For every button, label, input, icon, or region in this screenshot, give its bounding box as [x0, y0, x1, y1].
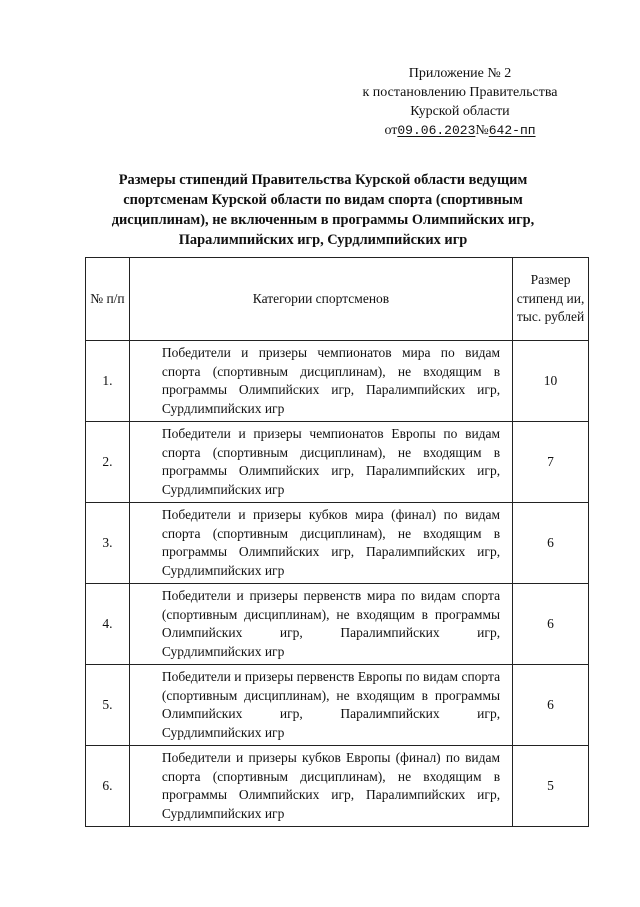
- table-header-row: [86, 258, 589, 341]
- row-number: 1.: [86, 341, 130, 422]
- table-row: [86, 422, 589, 503]
- header-number: № п/п: [86, 258, 130, 341]
- appendix-title: Приложение № 2: [408, 66, 512, 81]
- order-number: 642-пп: [488, 123, 536, 138]
- table-row: [86, 341, 589, 422]
- row-amount: 10: [513, 341, 589, 422]
- table-row: [86, 503, 589, 584]
- order-date: 09.06.2023: [397, 123, 476, 138]
- table-row: [86, 584, 589, 665]
- header-amount: Размер стипенд ии, тыс. рублей: [513, 258, 589, 341]
- appendix-header: [340, 64, 580, 140]
- appendix-order-line: [340, 121, 580, 140]
- row-number: 6.: [86, 746, 130, 827]
- row-amount: 6: [513, 503, 589, 584]
- appendix-region-label: Курской области: [410, 104, 510, 119]
- header-category: Категории спортсменов: [129, 258, 512, 341]
- row-number: 4.: [86, 584, 130, 665]
- table-row: [86, 746, 589, 827]
- row-amount: 7: [513, 422, 589, 503]
- row-category: Победители и призеры кубков Европы (финал) по видам спорта (спортивным дисциплинам), не входящим в программы Олимпийских игр, Паралимпийских игр, Сурдлимпийских игр: [129, 746, 512, 827]
- stipend-table: [85, 257, 589, 827]
- row-category: Победители и призеры первенств Европы по видам спорта (спортивным дисциплинам), не входящим в программы Олимпийских игр, Паралимпийских игр, Сурдлимпийских игр: [129, 665, 512, 746]
- row-amount: 6: [513, 665, 589, 746]
- appendix-resolution-label: к постановлению Правительства: [362, 85, 558, 100]
- row-category: Победители и призеры первенств мира по видам спорта (спортивным дисциплинам), не входящим в программы Олимпийских игр, Паралимпийских игр, Сурдлимпийских игр: [129, 584, 512, 665]
- row-category: Победители и призеры чемпионатов мира по видам спорта (спортивным дисциплинам), не входящим в программы Олимпийских игр, Паралимпийских игр, Сурдлимпийских игр: [129, 341, 512, 422]
- row-category: Победители и призеры кубков мира (финал) по видам спорта (спортивным дисциплинам), не входящим в программы Олимпийских игр, Паралимпийских игр, Сурдлимпийских игр: [129, 503, 512, 584]
- row-amount: 5: [513, 746, 589, 827]
- row-number: 2.: [86, 422, 130, 503]
- table-row: [86, 665, 589, 746]
- row-number: 3.: [86, 503, 130, 584]
- document-title: Размеры стипендий Правительства Курской области ведущим спортсменам Курской области по видам спорта (спортивным дисциплинам), не включенным в программы Олимпийских игр, Паралимпийских игр, Сурдлимпийских игр: [111, 172, 535, 248]
- row-number: 5.: [86, 665, 130, 746]
- order-number-prefix: №: [475, 123, 489, 138]
- row-category: Победители и призеры чемпионатов Европы по видам спорта (спортивным дисциплинам), не входящим в программы Олимпийских игр, Паралимпийских игр, Сурдлимпийских игр: [129, 422, 512, 503]
- order-from-prefix: от: [384, 123, 398, 138]
- row-amount: 6: [513, 584, 589, 665]
